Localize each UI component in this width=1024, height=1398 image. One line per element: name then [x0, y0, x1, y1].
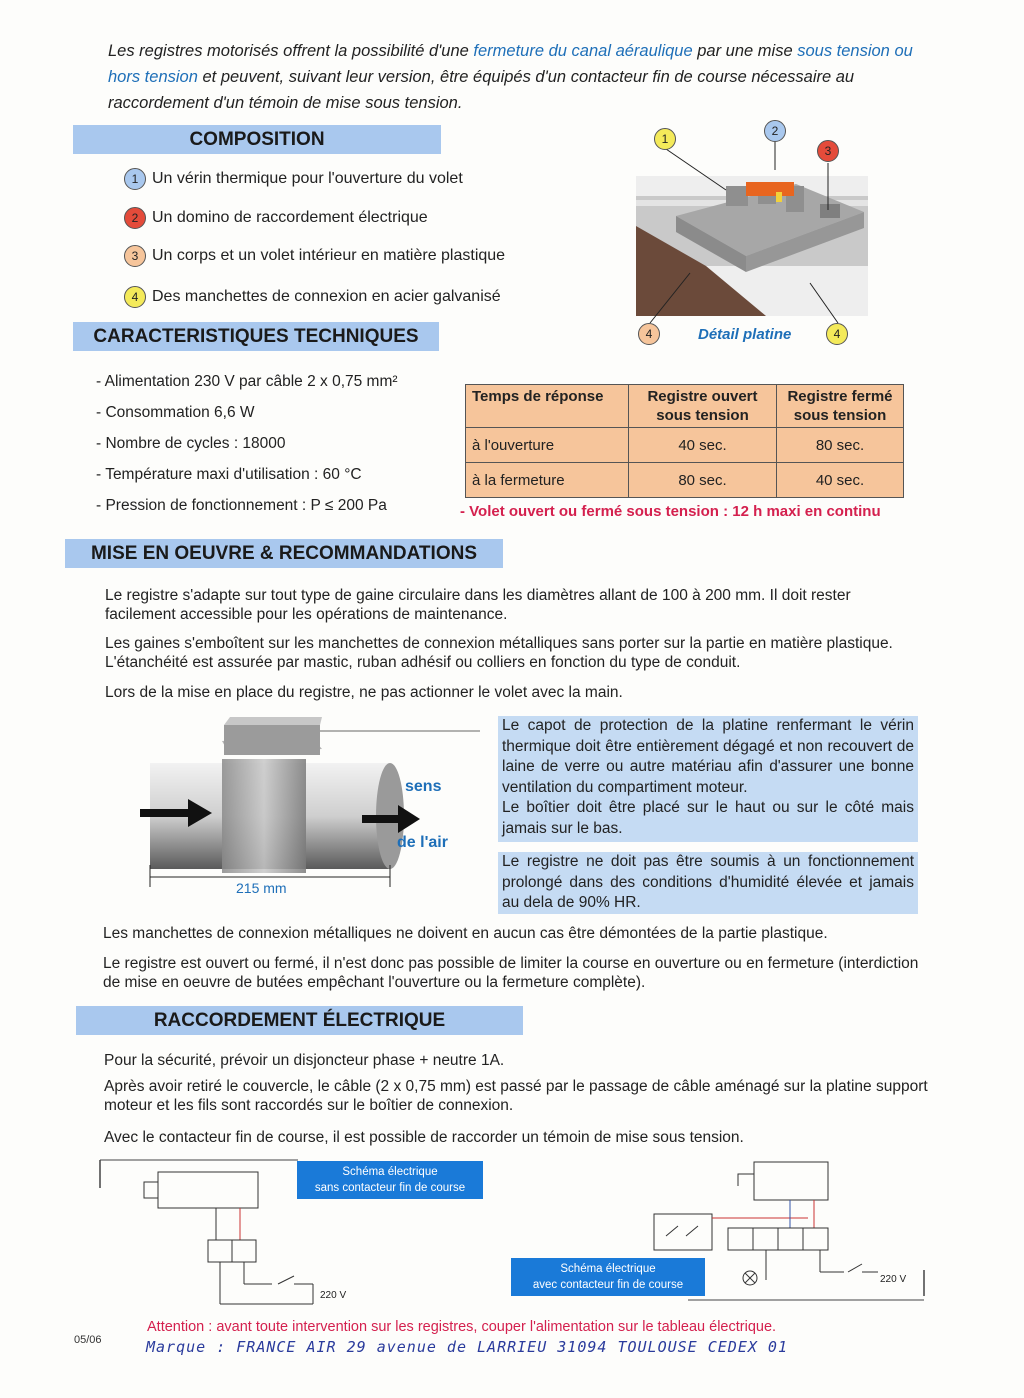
schema-label-line: avec contacteur fin de course: [532, 1279, 684, 1291]
schema-label-line: Schéma électrique: [560, 1263, 656, 1275]
composition-item: [124, 284, 505, 310]
schema-label-line: sans contacteur fin de course: [314, 1182, 466, 1194]
duct-illustration: [100, 715, 480, 900]
table-cell: à la fermeture: [466, 463, 629, 498]
intro-text-1: Les registres motorisés offrent la possibilité d'une: [108, 42, 474, 60]
mise-paragraph-3: Lors de la mise en place du registre, ne pas actionner le volet avec la main.: [105, 684, 623, 701]
spec-item: - Pression de fonctionnement : P ≤ 200 Pa: [96, 497, 387, 514]
specs-list: [96, 366, 398, 521]
intro-paragraph: [108, 38, 938, 116]
mise-paragraph-1: Le registre s'adapte sur tout type de gaine circulaire dans les diamètres allant de 100 à 200 mm. Il doit rester facilement accessible pour les opérations de maintenance.: [105, 587, 851, 623]
specs-heading: CARACTERISTIQUES TECHNIQUES: [73, 322, 439, 351]
spec-item: - Nombre de cycles : 18000: [96, 435, 286, 452]
intro-text-2: par une mise: [692, 42, 798, 60]
recommendation-box-humidity: Le registre ne doit pas être soumis à un fonctionnement prolongé dans des conditions d'humidité élevée et jamais au dela de 90% HR.: [498, 852, 918, 914]
detail-caption: Détail platine: [698, 326, 792, 343]
number-badge: 2: [124, 207, 146, 229]
recommendation-box-ventilation: [498, 716, 918, 842]
intro-highlight-1: fermeture du canal aéraulique: [473, 42, 693, 60]
table-cell: 80 sec.: [777, 428, 904, 463]
spec-item: - Consommation 6,6 W: [96, 404, 255, 421]
mise-heading: MISE EN OEUVRE & RECOMMANDATIONS: [65, 539, 503, 568]
composition-heading: COMPOSITION: [73, 125, 441, 154]
box-text: Le boîtier doit être placé sur le haut ou sur le côté mais jamais sur le bas.: [502, 799, 914, 837]
intro-highlight-2: sous tension ou hors tension: [108, 42, 913, 86]
composition-item: [124, 166, 505, 192]
callout-4-top: 1: [654, 128, 676, 150]
schema-label-2: [511, 1258, 705, 1296]
table-header: Temps de réponse: [466, 385, 629, 428]
composition-item-label: Un corps et un volet intérieur en matière plastique: [152, 247, 506, 264]
composition-list: [124, 166, 505, 310]
spec-item: - Température maxi d'utilisation : 60 °C: [96, 466, 362, 483]
table-cell: 40 sec.: [777, 463, 904, 498]
box-text: Le capot de protection de la platine renfermant le vérin thermique doit être entièrement dégagé et non recouvert de laine de verre ou autre matériau afin d'assurer une bonne ventilation du compartiment moteur.: [502, 717, 914, 796]
number-badge: 3: [124, 245, 146, 267]
elec-paragraph-2: Après avoir retiré le couvercle, le câble (2 x 0,75 mm) est passé par le passage de câble aménagé sur la platine support moteur et les fils sont raccordés sur le boîtier de connexion.: [104, 1078, 928, 1114]
table-cell: 40 sec.: [629, 428, 777, 463]
tension-warning: - Volet ouvert ou fermé sous tension : 12 h maxi en continu: [460, 503, 881, 520]
callout-2: 3: [817, 140, 839, 162]
callout-3: 4: [638, 323, 660, 345]
schema-label-line: Schéma électrique: [342, 1166, 438, 1178]
elec-heading: RACCORDEMENT ÉLECTRIQUE: [76, 1006, 523, 1035]
elec-paragraph-1: Pour la sécurité, prévoir un disjoncteur phase + neutre 1A.: [104, 1052, 505, 1069]
document-code: 05/06: [74, 1334, 102, 1346]
composition-item-label: Un vérin thermique pour l'ouverture du volet: [152, 170, 463, 187]
dimension-label: 215 mm: [236, 880, 287, 896]
number-badge: 1: [124, 168, 146, 190]
airflow-label-1: sens: [405, 778, 442, 795]
number-badge: 4: [124, 286, 146, 308]
table-header: Registre ouvert sous tension: [629, 385, 777, 428]
mise-paragraph-4: Les manchettes de connexion métalliques ne doivent en aucun cas être démontées de la partie plastique.: [103, 925, 828, 942]
handwritten-address: Marque : FRANCE AIR 29 avenue de LARRIEU 31094 TOULOUSE CEDEX 01: [146, 1338, 788, 1356]
table-header: Registre fermé sous tension: [777, 385, 904, 428]
callout-1: 2: [764, 120, 786, 142]
schema-label-1: [297, 1161, 483, 1199]
composition-item: [124, 243, 505, 269]
mise-paragraph-2: Les gaines s'emboîtent sur les manchettes de connexion métalliques sans porter sur la partie en matière plastique. L'étanchéité est assurée par mastic, ruban adhésif ou colliers en fonction du type de conduit.: [105, 635, 893, 671]
attention-notice: Attention : avant toute intervention sur les registres, couper l'alimentation sur le tableau électrique.: [147, 1319, 777, 1335]
composition-item-label: Un domino de raccordement électrique: [152, 209, 428, 226]
response-time-table: [465, 384, 904, 498]
spec-item: - Alimentation 230 V par câble 2 x 0,75 mm²: [96, 373, 398, 390]
callout-4-bottom: 4: [826, 323, 848, 345]
table-cell: 80 sec.: [629, 463, 777, 498]
voltage-label-2: 220 V: [880, 1274, 907, 1285]
intro-text-3: et peuvent, suivant leur version, être équipés d'un contacteur fin de course nécessaire au raccordement d'un témoin de mise sous tension.: [108, 68, 855, 112]
composition-item-label: Des manchettes de connexion en acier galvanisé: [152, 288, 501, 305]
composition-item: [124, 205, 505, 231]
mise-paragraph-5: Le registre est ouvert ou fermé, il n'est donc pas possible de limiter la course en ouverture ou en fermeture (interdiction de mise en oeuvre de butées empêchant l'ouverture ou la fermeture complète).: [103, 955, 919, 991]
elec-paragraph-3: Avec le contacteur fin de course, il est possible de raccorder un témoin de mise sous tension.: [104, 1129, 744, 1146]
voltage-label-1: 220 V: [320, 1290, 347, 1301]
table-cell: à l'ouverture: [466, 428, 629, 463]
airflow-label-2: de l'air: [397, 834, 448, 851]
